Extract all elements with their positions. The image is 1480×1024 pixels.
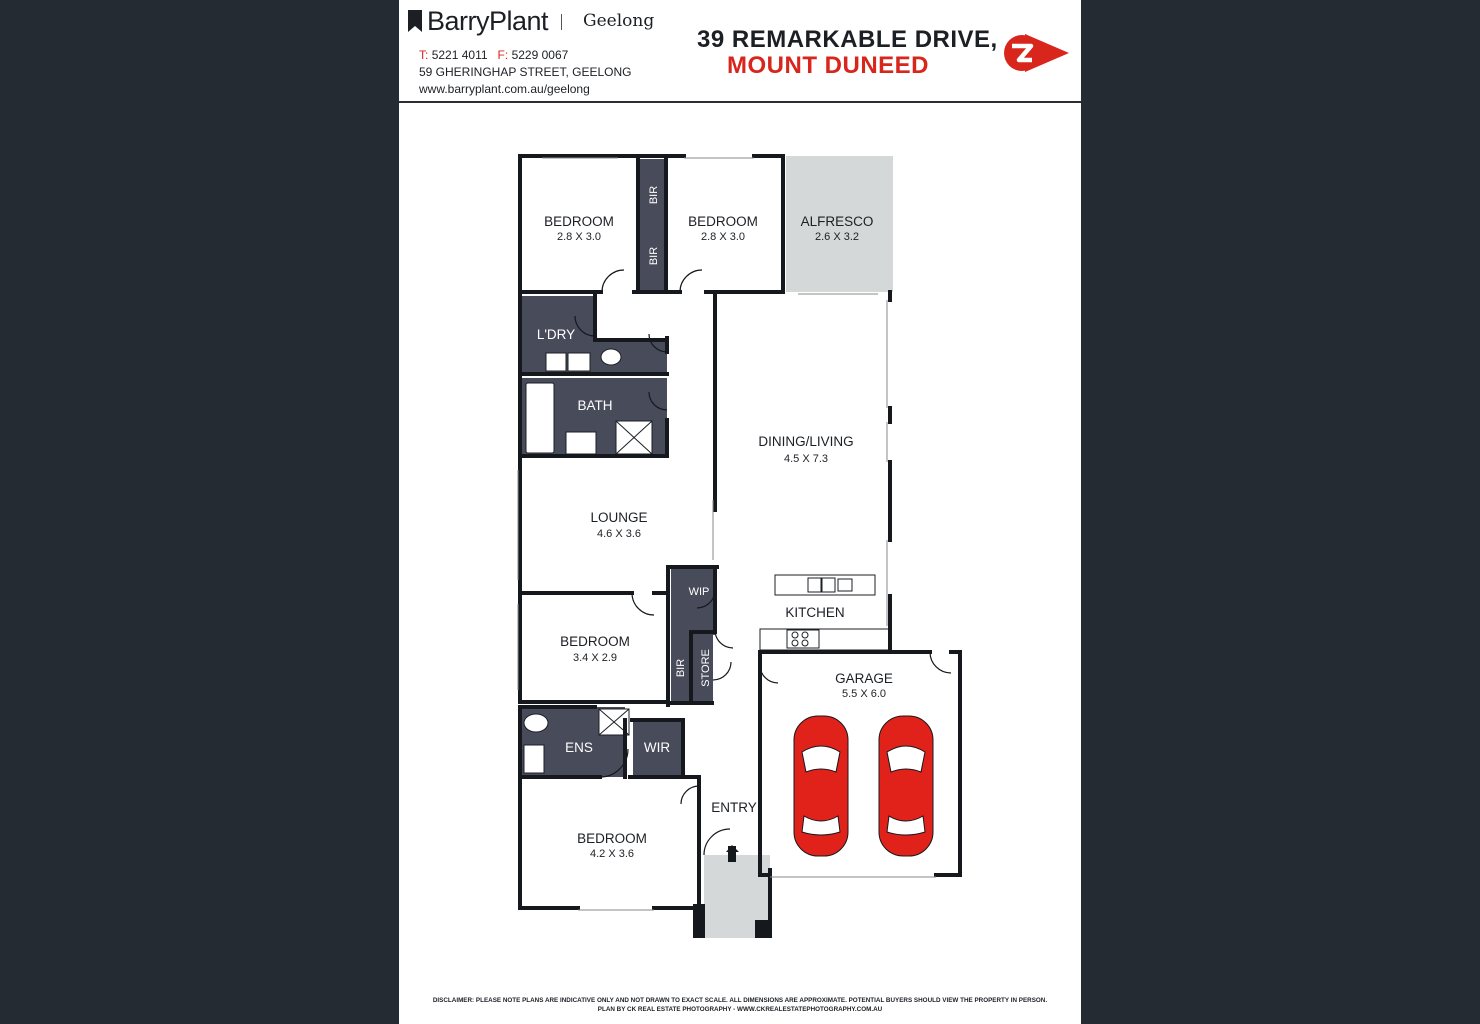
room-dining-living-dims: 4.5 X 7.3 [783,453,829,465]
car-icon-left [794,716,848,856]
room-ensuite-label: ENS [565,740,593,755]
fax-label: F: [497,48,509,62]
disclaimer-line2: PLAN BY CK REAL ESTATE PHOTOGRAPHY - WWW.CKREALESTATEPHOTOGRAPHY.COM.AU [597,1006,883,1013]
brand-separator [561,14,562,30]
floor-plan [399,103,1081,993]
room-alfresco-dims: 2.6 X 3.2 [814,231,860,243]
room-bir-mid-label: BIR [648,246,660,266]
room-bir-small-label: BIR [675,658,687,678]
office-address: 59 GHERINGHAP STREET, GEELONG [419,65,632,79]
property-address-line1: 39 REMARKABLE DRIVE, [697,26,998,53]
fax-number: 5229 0067 [511,48,569,62]
room-garage-label: GARAGE [835,671,893,686]
wet-areas [522,159,715,777]
room-bedroom-n-label: BEDROOM [688,214,758,229]
header [399,0,1081,103]
disclaimer-line1: DISCLAIMER: PLEASE NOTE PLANS ARE INDICATIVE ONLY AND NOT DRAWN TO EXACT SCALE. ALL DIMENSIONS ARE APPROXIMATE. POTENTIAL BUYERS SHOULD VIEW THE PROPERTY IN PERSON. [432,997,1048,1004]
room-bedroom-w-label: BEDROOM [560,634,630,649]
room-bedroom-w-dims: 3.4 X 2.9 [572,652,618,664]
room-wir-label: WIR [643,740,671,755]
room-kitchen-label: KITCHEN [785,605,845,620]
phone-number: 5221 4011 [431,48,488,62]
room-alfresco-label: ALFRESCO [800,214,874,229]
disclaimer [399,996,1081,1014]
brand-name: BarryPlant [427,6,549,36]
room-bedroom-nw-label: BEDROOM [544,214,614,229]
phone-fax-line [419,48,568,62]
property-address-line2: MOUNT DUNEED [727,52,929,79]
room-bath-label: BATH [577,398,613,413]
office-name: Geelong [583,11,655,31]
floorplan-sheet [399,0,1081,1024]
room-laundry-label: L'DRY [536,327,576,342]
room-bedroom-n-dims: 2.8 X 3.0 [700,231,746,243]
room-bedroom-master-dims: 4.2 X 3.6 [589,848,635,860]
compass-logo-icon [1003,32,1071,74]
room-bedroom-master-label: BEDROOM [577,831,647,846]
room-wip-label: WIP [688,586,710,598]
room-lounge-dims: 4.6 X 3.6 [596,528,642,540]
room-store-label: STORE [700,649,712,687]
room-entry-label: ENTRY [711,800,757,815]
phone-label: T: [419,48,429,62]
room-bedroom-nw-dims: 2.8 X 3.0 [556,231,602,243]
room-lounge-label: LOUNGE [590,510,648,525]
car-icon-right [879,716,933,856]
room-dining-living-label: DINING/LIVING [758,434,854,449]
barry-plant-flag-icon [408,10,422,32]
website-link[interactable]: www.barryplant.com.au/geelong [419,82,590,96]
room-garage-dims: 5.5 X 6.0 [841,688,887,700]
room-bir-top-label: BIR [648,185,660,205]
